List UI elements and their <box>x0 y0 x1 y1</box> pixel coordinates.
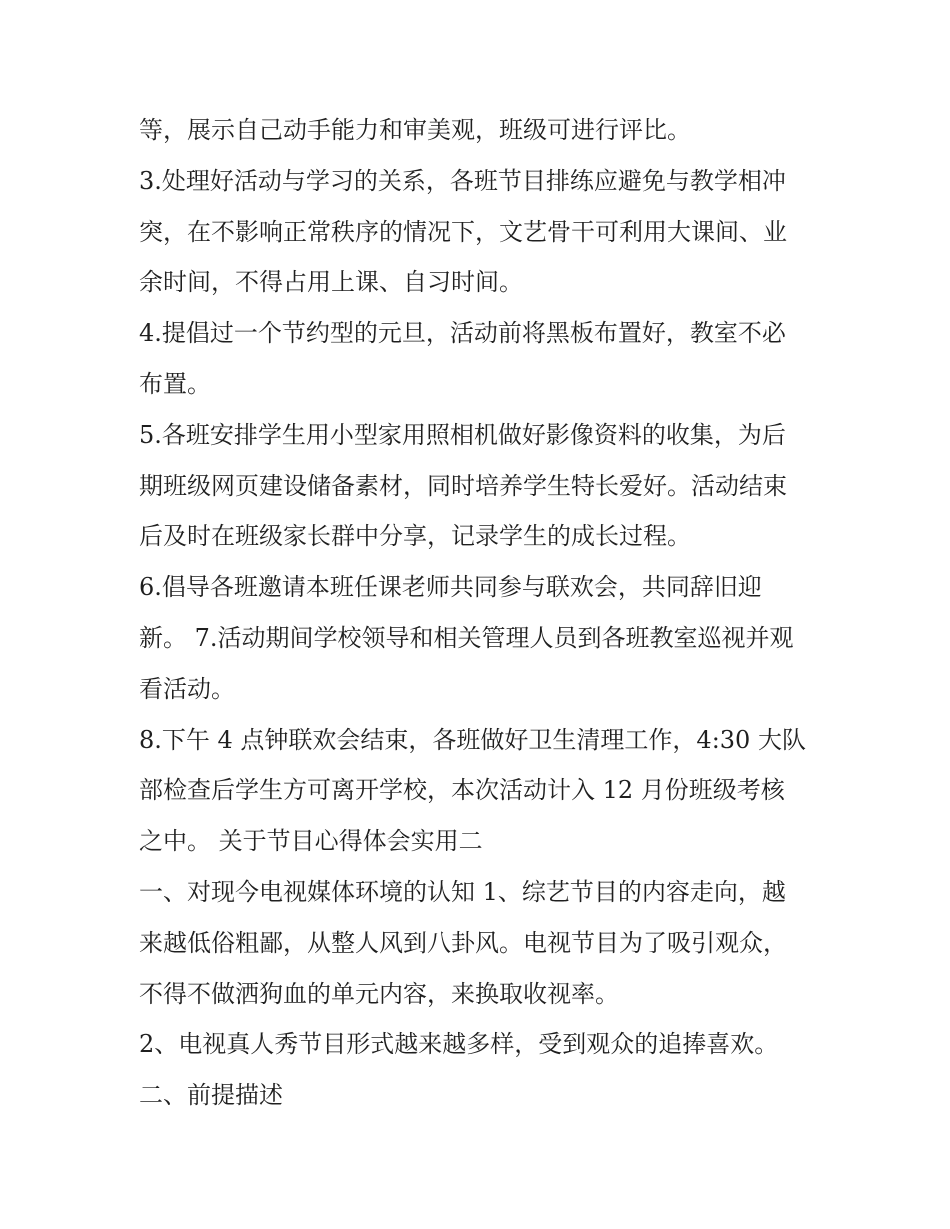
text-line: 期班级网页建设储备素材，同时培养学生特长爱好。活动结束 <box>139 471 787 500</box>
text-line: 5.各班安排学生用小型家用照相机做好影像资料的收集，为后 <box>139 420 786 449</box>
document-body <box>139 105 829 1121</box>
text-line: 后及时在班级家长群中分享，记录学生的成长过程。 <box>139 522 691 551</box>
text-line: 新。 7.活动期间学校领导和相关管理人员到各班教室巡视并观 <box>139 623 794 652</box>
text-line: 等，展示自己动手能力和审美观，班级可进行评比。 <box>139 116 691 144</box>
text-line: 2、电视真人秀节目形式越来越多样，受到观众的追捧喜欢。 <box>139 1030 779 1059</box>
text-line: 看活动。 <box>139 674 235 703</box>
text-line: 6.倡导各班邀请本班任课老师共同参与联欢会，共同辞旧迎 <box>139 573 762 602</box>
text-line: 4.提倡过一个节约型的元旦，活动前将黑板布置好，教室不必 <box>139 319 786 348</box>
text-line: 来越低俗粗鄙，从整人风到八卦风。电视节目为了吸引观众， <box>139 928 787 957</box>
text-line: 3.处理好活动与学习的关系，各班节目排练应避免与教学相冲 <box>139 166 786 195</box>
text-line: 之中。 关于节目心得体会实用二 <box>139 827 483 856</box>
text-line: 部检查后学生方可离开学校，本次活动计入 12 月份班级考核 <box>139 776 785 805</box>
text-line: 布置。 <box>139 369 211 398</box>
text-line: 二、前提描述 <box>139 1081 283 1110</box>
text-line: 一、对现今电视媒体环境的认知 1、综艺节目的内容走向，越 <box>139 877 786 906</box>
text-line: 突，在不影响正常秩序的情况下，文艺骨干可利用大课间、业 <box>139 217 787 246</box>
text-line: 8.下午 4 点钟联欢会结束，各班做好卫生清理工作，4:30 大队 <box>139 725 806 754</box>
text-line: 不得不做洒狗血的单元内容，来换取收视率。 <box>139 979 619 1008</box>
text-line: 余时间，不得占用上课、自习时间。 <box>139 268 523 297</box>
